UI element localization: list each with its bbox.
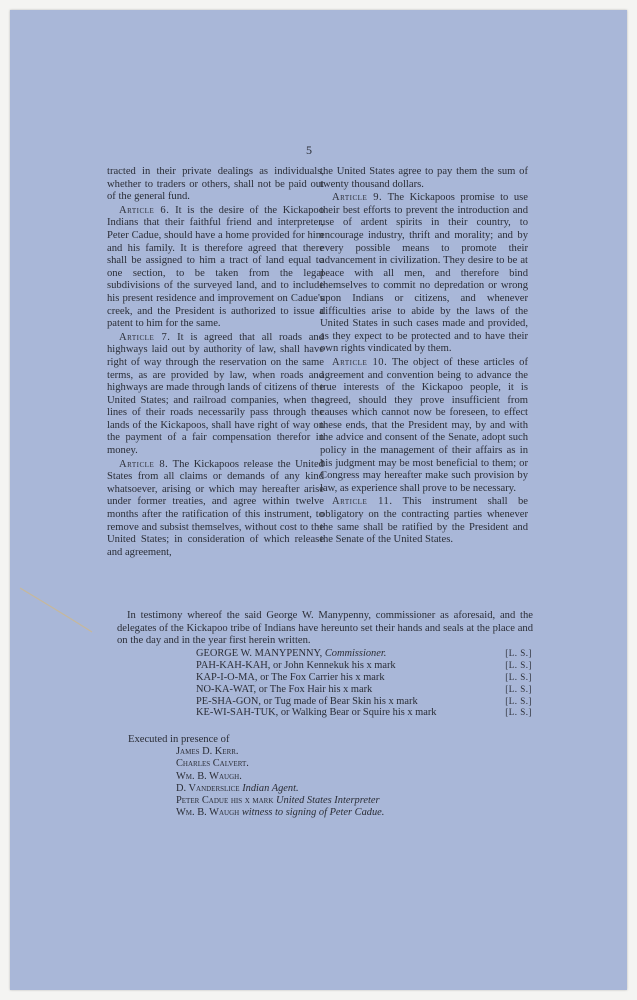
left-para-0: tracted in their private dealings as individuals, whether to traders or others, shall not be paid out of the general fund. xyxy=(107,166,324,203)
signature-line: KE-WI-SAH-TUK, or Walking Bear or Squire his x mark [L. S.] xyxy=(196,707,532,719)
article-11: Article 11. This instrument shall be obligatory on the contracting parties whenever the same shall be ratified by the President and the Senate of the United States. xyxy=(320,496,528,546)
left-column xyxy=(107,166,324,560)
witness-line: D. Vanderslice Indian Agent. xyxy=(176,782,299,794)
article-6: Article 6. It is the desire of the Kickapoo Indians that their faithful friend and interpreter, Peter Cadue, should have a home provided for him and his family. It is therefore agreed that there shall be assigned to him a tract of land equal to one section, to be taken from the legal subdivisions of the surveyed land, and to include his present residence and improvement on Cadue's creek, and the President is authorized to issue a patent to him for the same. xyxy=(107,204,324,330)
witness-line: James D. Kerr. xyxy=(176,746,239,757)
signature-line: PAH-KAH-KAH, or John Kennekuk his x mark [L. S.] xyxy=(196,659,532,671)
witness-list xyxy=(176,746,384,820)
right-para-0: the United States agree to pay them the sum of twenty thousand dollars. xyxy=(320,166,528,190)
paper-crease-mark xyxy=(10,570,100,640)
signature-block xyxy=(196,648,532,719)
witness-line: Wm. B. Waugh witness to signing of Peter Cadue. xyxy=(176,807,385,819)
witness-line: Charles Calvert. xyxy=(176,758,249,770)
signature-line: KAP-I-O-MA, or The Fox Carrier his x mark [L. S.] xyxy=(196,671,532,683)
page-number: 5 xyxy=(306,143,312,157)
article-8: Article 8. The Kickapoos release the United States from all claims or demands of any kind whatsoever, arising or which may hereafter arise under former treaties, and agree within twelve months after the ratification of this instrument, to remove and subsist themselves, without cost to the United States; in consideration of which release and agreement, xyxy=(107,458,324,558)
testimony-paragraph xyxy=(117,610,533,648)
article-10: Article 10. The object of these articles of agreement and convention being to advance the true interests of the Kickapoo people, it is agreed, should they prove insufficient from causes which cannot now be foreseen, to effect these ends, that the President may, by and with the advice and consent of the Senate, adopt such policy in the management of their affairs as in his judgment may be most beneficial to them; or Congress may hereafter make such provision by law, as experience shall prove to be necessary. xyxy=(320,356,528,494)
article-9: Article 9. The Kickapoos promise to use their best efforts to prevent the introduction and use of ardent spirits in their country, to encourage industry, thrift and morality; and by every possible means to promote their advancement in civilization. They desire to be at peace with all men, and therefore bind themselves to commit no depredation or wrong upon Indians or citizens, and whenever difficulties arise to abide by the laws of the United States in such cases made and provided, as they expect to be protected and to have their own rights vindicated by them. xyxy=(320,192,528,355)
article-7: Article 7. It is agreed that all roads and highways laid out by authority of law, shall have right of way through the reservation on the same terms, as are provided by law, when roads and highways are made through lands of citizens of the United States; and railroad companies, when the lines of their roads necessarily pass through the lands of the Kickapoos, shall have right of way on the payment of a fair compensation therefor in money. xyxy=(107,331,324,457)
signature-line: GEORGE W. MANYPENNY, Commissioner. [L. S.] xyxy=(196,648,532,659)
executed-label: Executed in presence of xyxy=(128,734,230,745)
right-column xyxy=(320,166,528,548)
signature-line: NO-KA-WAT, or The Fox Hair his x mark [L. S.] xyxy=(196,683,532,695)
signature-line: PE-SHA-GON, or Tug made of Bear Skin his x mark [L. S.] xyxy=(196,695,532,707)
witness-line: Peter Cadue his x mark United States Interpreter xyxy=(176,795,380,807)
witness-line: Wm. B. Waugh. xyxy=(176,770,242,782)
testimony-text: In testimony whereof the said George W. Manypenny, commissioner as aforesaid, and the delegates of the Kickapoo tribe of Indians have hereunto set their hands and seals at the place and on the day and in the year first herein written. xyxy=(117,610,533,646)
